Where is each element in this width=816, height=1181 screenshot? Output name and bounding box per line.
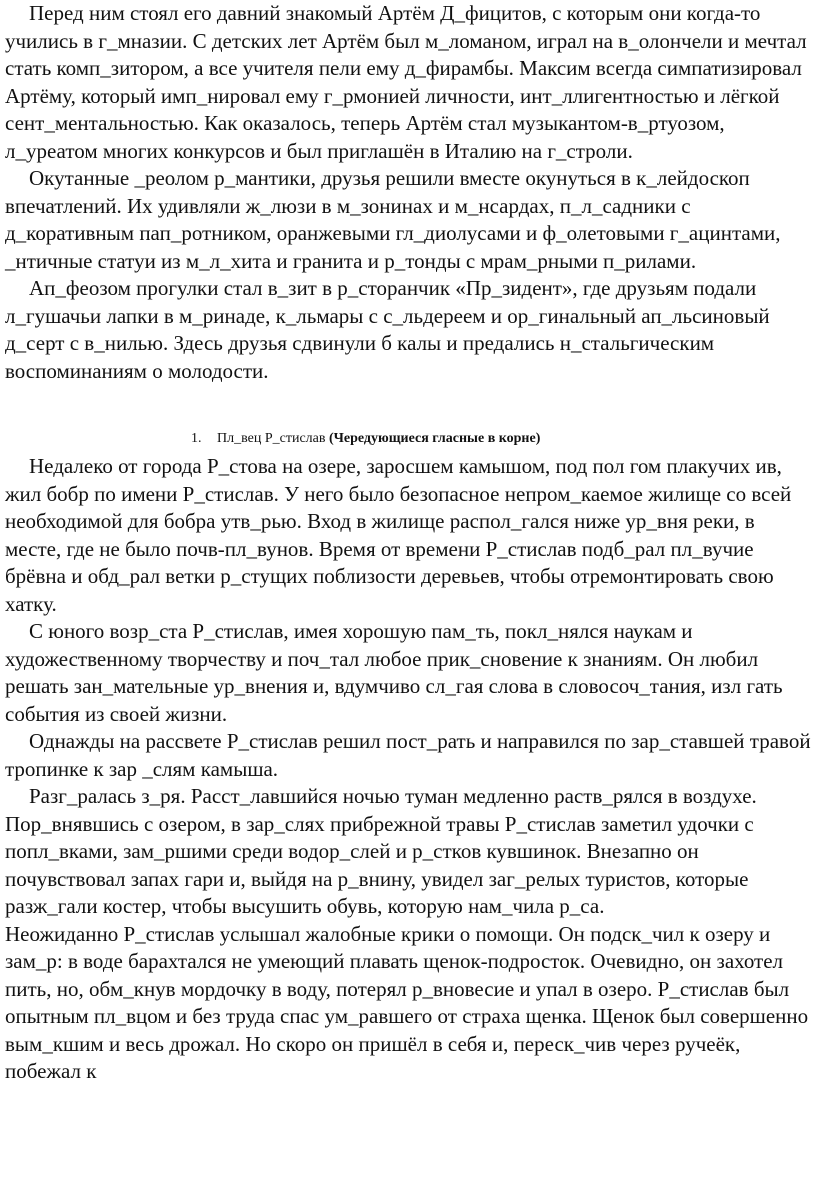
- paragraph: Перед ним стоял его давний знакомый Артём Д_фицитов, с которым они когда-то учились в г_мназии. С детских лет Артём был м_ломаном, играл на в_олончели и мечтал стать комп_зитором, а все учителя пели ему д_фирамбы. Максим всегда симпатизировал Артёму, который имп_нировал ему г_рмонией личности, инт_ллигентностью и лёгкой сент_ментальностью. Как оказалось, теперь Артём стал музыкантом-в_ртуозом, л_уреатом многих конкурсов и был приглашён в Италию на г_строли.: [5, 1, 807, 163]
- paragraph: Разг_ралась з_ря. Расст_лавшийся ночью туман медленно раств_рялся в воздухе. Пор_внявшись с озером, в зар_слях прибрежной травы Р_стислав заметил удочки с попл_вками, зам_ршими среди водор_слей и р_стков кувшинок. Внезапно он почувствовал запах гари и, выйдя на р_внину, увидел заг_релых туристов, которые разж_гали костер, чтобы высушить обувь, которую нам_чила р_са.: [5, 784, 757, 918]
- paragraph: Недалеко от города Р_стова на озере, заросшем камышом, под пол гом плакучих ив, жил бобр по имени Р_стислав. У него было безопасное непром_каемое жилище со всей необходимой для бобра утв_рью. Вход в жилище распол_гался ниже ур_вня реки, в месте, где не было почв-пл_вунов. Время от времени Р_стислав подб_рал пл_вучие брёвна и обд_рал ветки р_стущих поблизости деревьев, чтобы отремонтировать свою хатку.: [5, 454, 792, 616]
- paragraph-no-indent: Неожиданно Р_стислав услышал жалобные крики о помощи. Он подск_чил к озеру и зам_р: в воде барахтался не умеющий плавать щенок-подросток. Очевидно, он захотел пить, но, обм_кнув мордочку в воду, потерял р_вновесие и упал в озеро. Р_стислав был опытным пл_вцом и без труда спас ум_равшего от страха щенка. Щенок был совершенно вым_кшим и весь дрожал. Но скоро он пришёл в себя и, переск_чив через ручеёк, побежал к: [5, 921, 809, 1083]
- paragraph: Окутанные _реолом р_мантики, друзья решили вместе окунуться в к_лейдоскоп впечатлений. Их удивляли ж_люзи в м_зонинах и м_нсардах, п_л_садники с д_коративным пап_ротником, оранжевыми гл_диолусами и ф_олетовыми г_ацинтами, _нтичные статуи из м_л_хита и гранита и р_тонды с мрам_рными п_рилами.: [5, 166, 781, 273]
- paragraph: Однажды на рассвете Р_стислав решил пост_рать и направился по зар_ставшей травой тропинке к зар _слям камыша.: [5, 729, 811, 781]
- heading-subtitle: (Чередующиеся гласные в корне): [328, 431, 541, 446]
- section-heading: [5, 429, 812, 449]
- paragraph: С юного возр_ста Р_стислав, имея хорошую пам_ть, покл_нялся наукам и художественному творчеству и поч_тал любое прик_сновение к знаниям. Он любил решать зан_мательные ур_внения и, вдумчиво сл_гая слова в словосоч_тания, изл гать события из своей жизни.: [5, 619, 783, 726]
- section-gap: [5, 385, 812, 429]
- heading-title: Пл_вец Р_стислав: [217, 431, 326, 446]
- heading-number: 1.: [191, 431, 202, 446]
- section-text-1: [5, 0, 812, 385]
- section-text-2: [5, 453, 812, 1086]
- paragraph: Ап_феозом прогулки стал в_зит в р_сторанчик «Пр_зидент», где друзьям подали л_гушачьи лапки в м_ринаде, к_льмары с с_льдереем и ор_гинальный ап_льсиновый д_серт с в_нилью. Здесь друзья сдвинули б калы и предались н_стальгическим воспоминаниям о молодости.: [5, 276, 770, 383]
